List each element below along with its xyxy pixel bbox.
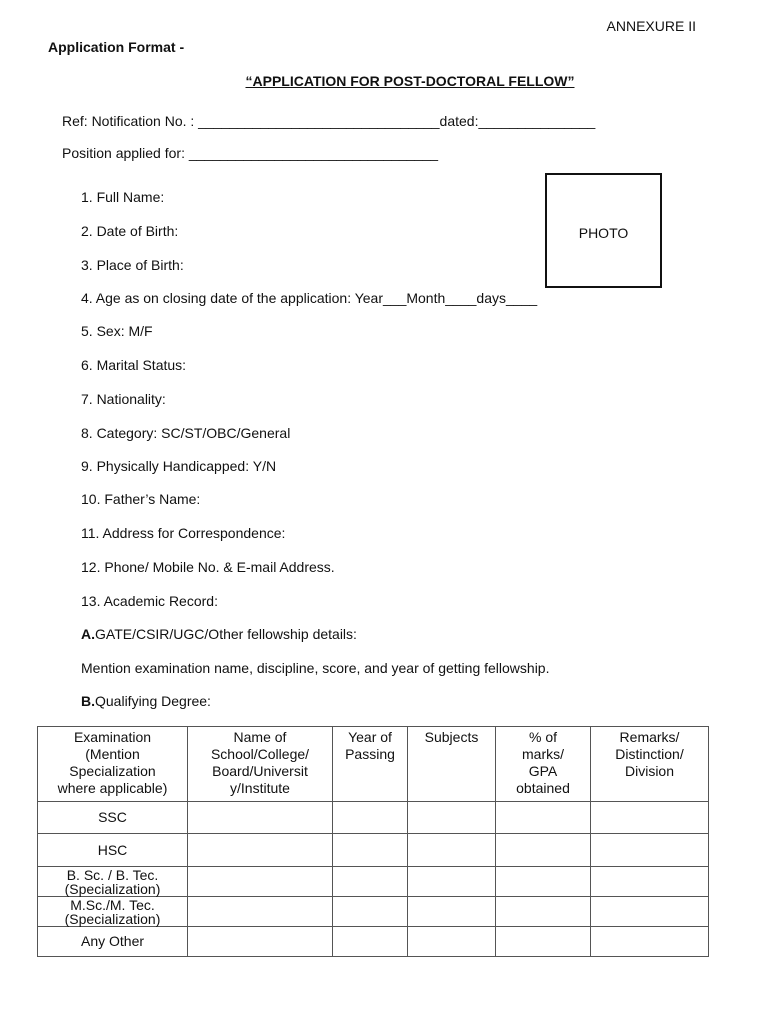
row-label-any-other: Any Other (38, 927, 188, 957)
table-row (38, 867, 709, 897)
header-marks: % of marks/ GPA obtained (496, 727, 591, 802)
item-phone-email: 12. Phone/ Mobile No. & E-mail Address. (81, 559, 335, 575)
row-label-ssc: SSC (38, 802, 188, 834)
section-a-text: GATE/CSIR/UGC/Other fellowship details: (95, 626, 357, 642)
item-date-of-birth: 2. Date of Birth: (81, 223, 179, 239)
row-label-msc: M.Sc./M. Tec. (Specialization) (38, 897, 188, 927)
table-cell (188, 867, 333, 897)
item-nationality: 7. Nationality: (81, 391, 166, 407)
annexure-label: ANNEXURE II (606, 18, 696, 34)
table-row (38, 802, 709, 834)
table-cell (188, 927, 333, 957)
table-cell (188, 834, 333, 867)
item-category: 8. Category: SC/ST/OBC/General (81, 425, 291, 441)
photo-label: PHOTO (578, 225, 629, 241)
section-b-letter: B. (81, 693, 95, 709)
table-cell (496, 927, 591, 957)
table-cell (591, 834, 709, 867)
item-address: 11. Address for Correspondence: (81, 525, 286, 541)
table-cell (408, 802, 496, 834)
table-row (38, 927, 709, 957)
header-subjects: Subjects (408, 727, 496, 802)
item-full-name: 1. Full Name: (81, 189, 165, 205)
section-a-mention: Mention examination name, discipline, score, and year of getting fellowship. (81, 660, 550, 676)
header-examination: Examination (Mention Specialization where applicable) (38, 727, 188, 802)
item-age: 4. Age as on closing date of the application: Year___Month____days____ (81, 290, 538, 306)
notification-ref-line: Ref: Notification No. : _______________________________dated:_______________ (62, 113, 596, 129)
table-cell (333, 802, 408, 834)
item-fathers-name: 10. Father’s Name: (81, 491, 201, 507)
item-sex: 5. Sex: M/F (81, 323, 153, 339)
table-cell (333, 897, 408, 927)
position-applied-line: Position applied for: ________________________________ (62, 145, 439, 161)
table-row (38, 897, 709, 927)
table-cell (333, 867, 408, 897)
table-cell (408, 867, 496, 897)
table-cell (496, 867, 591, 897)
item-marital-status: 6. Marital Status: (81, 357, 187, 373)
table-cell (496, 834, 591, 867)
table-cell (408, 927, 496, 957)
table-cell (496, 802, 591, 834)
table-cell (333, 834, 408, 867)
page-title: “APPLICATION FOR POST-DOCTORAL FELLOW” (245, 73, 575, 89)
header-institution: Name of School/College/ Board/Universit y/Institute (188, 727, 333, 802)
table-cell (408, 834, 496, 867)
table-cell (591, 802, 709, 834)
row-label-bsc: B. Sc. / B. Tec. (Specialization) (38, 867, 188, 897)
row-label-hsc: HSC (38, 834, 188, 867)
section-a-letter: A. (81, 626, 95, 642)
photo-box (545, 173, 662, 288)
section-b (81, 693, 211, 709)
table-header-row (38, 727, 709, 802)
table-cell (333, 927, 408, 957)
table-cell (496, 897, 591, 927)
item-physically-handicapped: 9. Physically Handicapped: Y/N (81, 458, 277, 474)
table-cell (591, 867, 709, 897)
table-row (38, 834, 709, 867)
qualifying-degree-table (37, 726, 709, 957)
header-remarks: Remarks/ Distinction/ Division (591, 727, 709, 802)
header-year: Year of Passing (333, 727, 408, 802)
section-a (81, 626, 357, 642)
item-place-of-birth: 3. Place of Birth: (81, 257, 184, 273)
section-b-text: Qualifying Degree: (95, 693, 211, 709)
table-cell (408, 897, 496, 927)
application-format-heading: Application Format - (48, 39, 185, 55)
table-cell (591, 897, 709, 927)
item-academic-record: 13. Academic Record: (81, 593, 218, 609)
table-cell (188, 897, 333, 927)
table-cell (591, 927, 709, 957)
table-cell (188, 802, 333, 834)
